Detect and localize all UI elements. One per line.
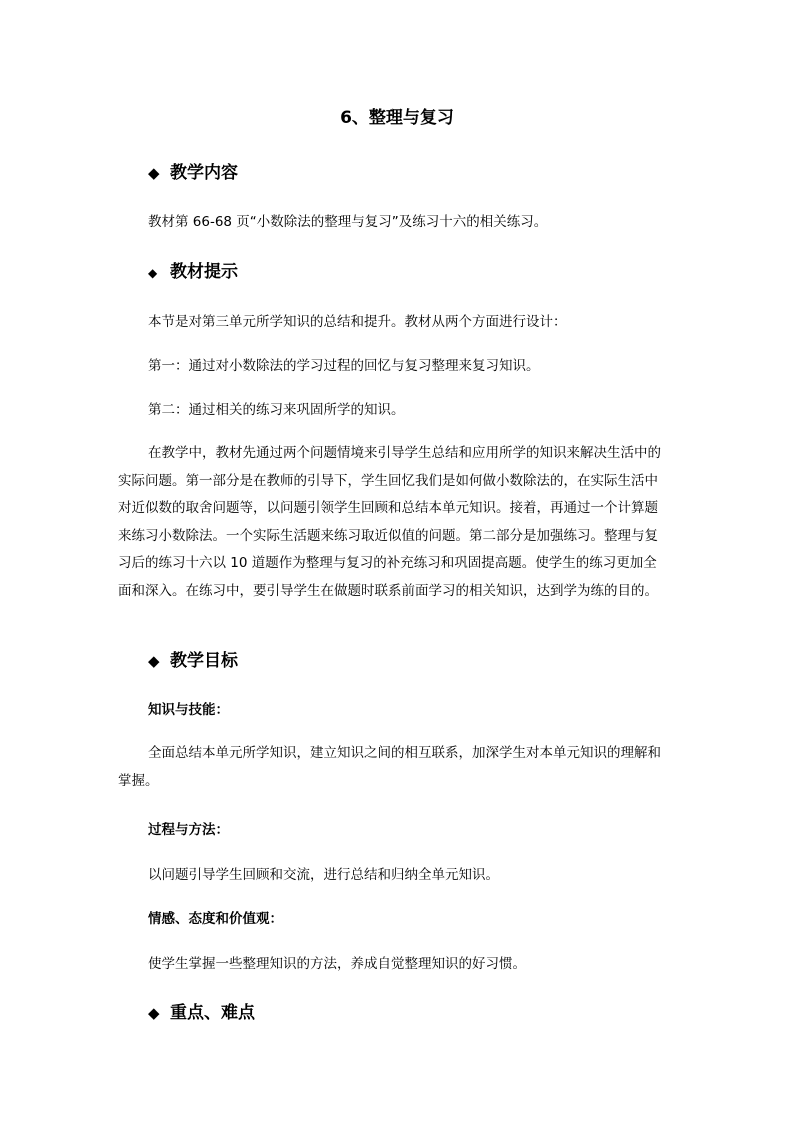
paragraph-line: 面和深入。在练习中，要引导学生在做题时联系前面学习的相关知识，达到学为练的目的。 xyxy=(118,582,658,599)
process-label: 过程与方法： xyxy=(148,822,229,838)
hint-point-1: 第一：通过对小数除法的学习过程的回忆与复习整理来复习知识。 xyxy=(148,358,540,374)
knowledge-paragraph xyxy=(118,740,676,795)
paragraph-line: 在教学中，教材先通过两个问题情境来引导学生总结和应用所学的知识来解决生活中的 xyxy=(148,445,661,461)
section-heading-goals xyxy=(148,649,238,673)
diamond-bullet-icon: ◆ xyxy=(148,652,160,670)
diamond-bullet-icon: ◆ xyxy=(148,1004,160,1022)
section-heading-content xyxy=(148,161,238,185)
section-heading-key xyxy=(148,1001,255,1025)
emotion-text: 使学生掌握一些整理知识的方法，养成自觉整理知识的好习惯。 xyxy=(148,956,526,972)
section-heading-label: 重点、难点 xyxy=(170,1003,255,1023)
process-text: 以问题引导学生回顾和交流，进行总结和归纳全单元知识。 xyxy=(148,867,499,883)
section-heading-hint xyxy=(148,260,238,285)
paragraph-line: 对近似数的取舍问题等，以问题引领学生回顾和总结本单元知识。接着，再通过一个计算题 xyxy=(118,500,658,516)
page-title: 6、整理与复习 xyxy=(340,108,454,128)
content-text: 教材第 66-68 页“小数除法的整理与复习”及练习十六的相关练习。 xyxy=(148,214,548,230)
paragraph-line: 来练习小数除法。一个实际生活题来练习取近似值的问题。第二部分是加强练习。整理与复 xyxy=(118,527,658,544)
paragraph-line: 实际问题。第一部分是在教师的引导下，学生回忆我们是如何做小数除法的，在实际生活中 xyxy=(118,472,658,489)
section-heading-label: 教学内容 xyxy=(170,163,238,183)
emotion-label: 情感、态度和价值观： xyxy=(148,911,283,927)
section-heading-label: 教材提示 xyxy=(170,262,238,282)
knowledge-label: 知识与技能： xyxy=(148,702,229,718)
paragraph-line: 全面总结本单元所学知识，建立知识之间的相互联系，加深学生对本单元知识的理解和 xyxy=(148,745,661,761)
hint-paragraph xyxy=(118,440,676,605)
diamond-bullet-icon: ◆ xyxy=(148,164,160,182)
section-heading-label: 教学目标 xyxy=(170,651,238,671)
paragraph-line: 掌握。 xyxy=(118,772,159,789)
diamond-bullet-icon: ◆ xyxy=(148,266,158,280)
hint-intro: 本节是对第三单元所学知识的总结和提升。教材从两个方面进行设计： xyxy=(148,314,567,330)
hint-point-2: 第二：通过相关的练习来巩固所学的知识。 xyxy=(148,402,405,418)
paragraph-line: 习后的练习十六以 10 道题作为整理与复习的补充练习和巩固提高题。使学生的练习更加全 xyxy=(118,555,657,571)
